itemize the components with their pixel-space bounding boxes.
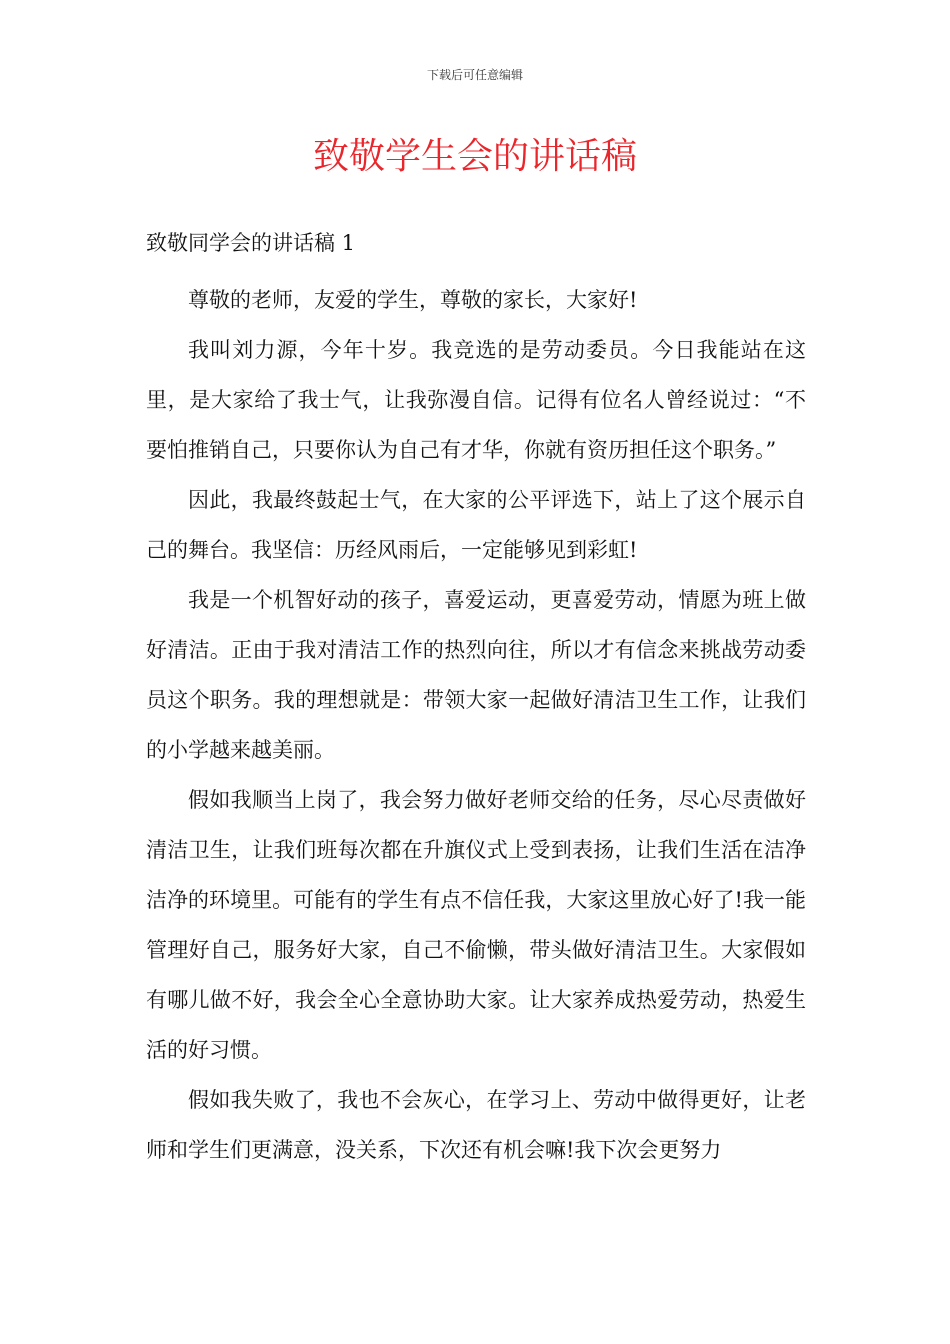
header-note: 下载后可任意编辑 bbox=[426, 68, 523, 82]
paragraph-introduction: 我叫刘力源，今年十岁。我竞选的是劳动委员。今日我能站在这里，是大家给了我士气，让我弥漫自信。记得有位名人曾经说过：“不要怕推销自己，只要你认为自己有才华，你就有资历担任这个职务。” bbox=[146, 338, 806, 462]
paragraph-if-failed: 假如我失败了，我也不会灰心，在学习上、劳动中做得更好，让老师和学生们更满意，没关系，下次还有机会嘛!我下次会更努力 bbox=[146, 1088, 806, 1162]
paragraph-courage: 因此，我最终鼓起士气，在大家的公平评选下，站上了这个展示自己的舞台。我坚信：历经风雨后，一定能够见到彩虹! bbox=[146, 488, 806, 562]
paragraph-personality: 我是一个机智好动的孩子，喜爱运动，更喜爱劳动，情愿为班上做好清洁。正由于我对清洁工作的热烈向往，所以才有信念来挑战劳动委员这个职务。我的理想就是：带领大家一起做好清洁卫生工作，让我们的小学越来越美丽。 bbox=[146, 588, 806, 762]
body-text bbox=[146, 275, 806, 1175]
document-title: 致敬学生会的讲话稿 bbox=[312, 136, 637, 177]
paragraph-if-elected: 假如我顺当上岗了，我会努力做好老师交给的任务，尽心尽责做好清洁卫生，让我们班每次都在升旗仪式上受到表扬，让我们生活在洁净洁净的环境里。可能有的学生有点不信任我，大家这里放心好了!我一能管理好自己，服务好大家，自己不偷懒，带头做好清洁卫生。大家假如有哪儿做不好，我会全心全意协助大家。让大家养成热爱劳动，热爱生活的好习惯。 bbox=[146, 788, 806, 1062]
section-heading: 致敬同学会的讲话稿 1 bbox=[146, 231, 356, 255]
paragraph-greeting: 尊敬的老师，友爱的学生，尊敬的家长，大家好! bbox=[188, 288, 638, 312]
